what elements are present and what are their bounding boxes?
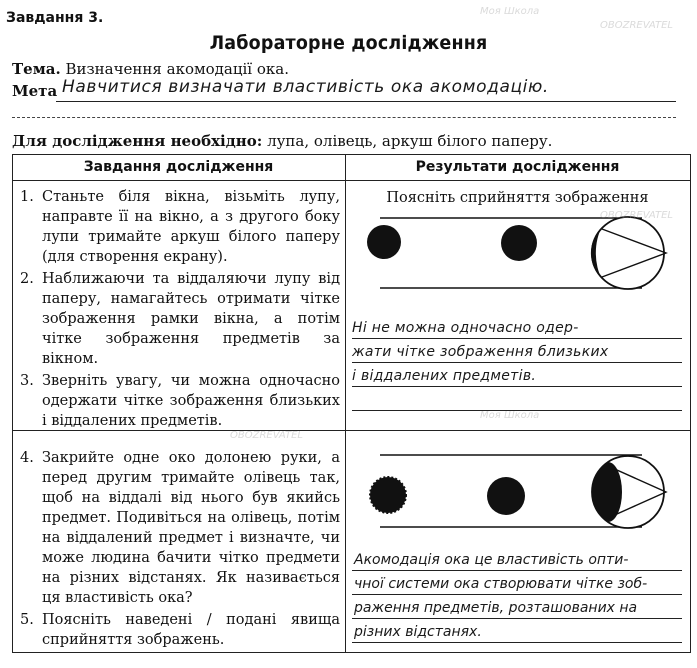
goal-extra-line <box>12 117 676 118</box>
handwritten-answer-line: раження предметів, розташованих на <box>354 600 638 616</box>
answer-line <box>352 570 682 571</box>
far-object-dot <box>501 225 537 261</box>
item-text: Станьте біля вікна, візьміть лупу, направте її на вікно, а з другого боку лупи тримайте аркуш білого паперу (для створення екрану). <box>42 189 340 265</box>
goal-label: Мета <box>12 82 58 100</box>
answer-line <box>352 642 682 643</box>
topic-text: Визначення акомодації ока. <box>65 60 289 78</box>
list-item <box>20 187 340 269</box>
list-item <box>20 448 340 610</box>
answer-line <box>352 618 682 619</box>
page-title: Лабораторне дослідження <box>209 32 488 54</box>
item-number: 3. <box>20 373 34 389</box>
col-header-tasks: Завдання дослідження <box>83 159 274 175</box>
eyeball-icon <box>592 217 664 289</box>
list-item <box>20 269 340 371</box>
result-title: Поясніть сприйняття зображення <box>386 190 649 206</box>
near-object-dot <box>367 225 401 259</box>
item-text: Наближаючи та віддаляючи лупу від паперу, намагайтесь отримати чітке зображення рамки вікна, а потім чітке зображення предметів за вікном. <box>42 271 340 367</box>
answer-line <box>352 594 682 595</box>
watermark-text: OBOZREVATEL <box>600 20 673 31</box>
table-bottom-border <box>12 652 691 653</box>
answer-line <box>352 362 682 363</box>
item-number: 1. <box>20 189 34 205</box>
table-right-border <box>690 154 691 652</box>
table-top-border <box>12 154 691 155</box>
answer-line <box>352 338 682 339</box>
table-left-border <box>12 154 13 652</box>
handwritten-answer-line: і віддалених предметів. <box>352 368 537 384</box>
eye-diagram-1 <box>346 205 690 315</box>
clear-object-dot <box>487 477 525 515</box>
goal-handwritten: Навчитися визначати властивість ока акомодацію. <box>62 77 549 97</box>
item-number: 4. <box>20 450 34 466</box>
section1-tasks <box>20 187 340 431</box>
watermark-text: Моя Школа <box>480 410 540 421</box>
watermark-text: OBOZREVATEL <box>600 210 673 221</box>
watermark-text: Моя Школа <box>480 6 540 17</box>
handwritten-answer-line: чної системи ока створювати чітке зоб- <box>354 576 648 592</box>
handwritten-answer-line: різних відстанях. <box>354 624 482 640</box>
col-header-results: Результати дослідження <box>415 159 620 175</box>
handwritten-answer-line: Акомодація ока це властивість опти- <box>354 552 629 568</box>
needed-label: Для дослідження необхідно: <box>12 132 263 150</box>
answer-line <box>352 386 682 387</box>
item-text: Поясніть наведені / подані явища сприйняття зображень. <box>42 612 340 648</box>
list-item <box>20 610 340 650</box>
section2-tasks <box>20 448 340 650</box>
blurred-object-dot <box>370 477 406 513</box>
item-text: Закрийте одне око долонею руки, а перед другим тримайте олівець так, щоб на віддалі від нього був якийсь предмет. Подивіться на олівець, потім на віддалений предмет і визначте, чи може людина бачити чітко предмети на різних відстанях. Як називається ця властивість ока? <box>42 450 340 606</box>
list-item <box>20 371 340 431</box>
watermark-text: OBOZREVATEL <box>230 430 303 441</box>
handwritten-answer-line: жати чітке зображення близьких <box>352 344 609 360</box>
needed-line <box>12 132 552 150</box>
handwritten-answer-line: Ні не можна одночасно одер- <box>352 320 579 336</box>
needed-text: лупа, олівець, аркуш білого паперу. <box>267 132 553 150</box>
topic-line <box>12 60 289 78</box>
eye-diagram-2 <box>346 440 690 550</box>
topic-label: Тема. <box>12 60 61 78</box>
table-header-border <box>12 180 691 181</box>
item-text: Зверніть увагу, чи можна одночасно одержати чітке зображення близьких і віддалених предметів. <box>42 373 340 429</box>
task-number: Завдання 3. <box>6 10 104 26</box>
goal-underline <box>56 101 676 102</box>
goal-line <box>12 82 57 100</box>
item-number: 2. <box>20 271 34 287</box>
item-number: 5. <box>20 612 34 628</box>
